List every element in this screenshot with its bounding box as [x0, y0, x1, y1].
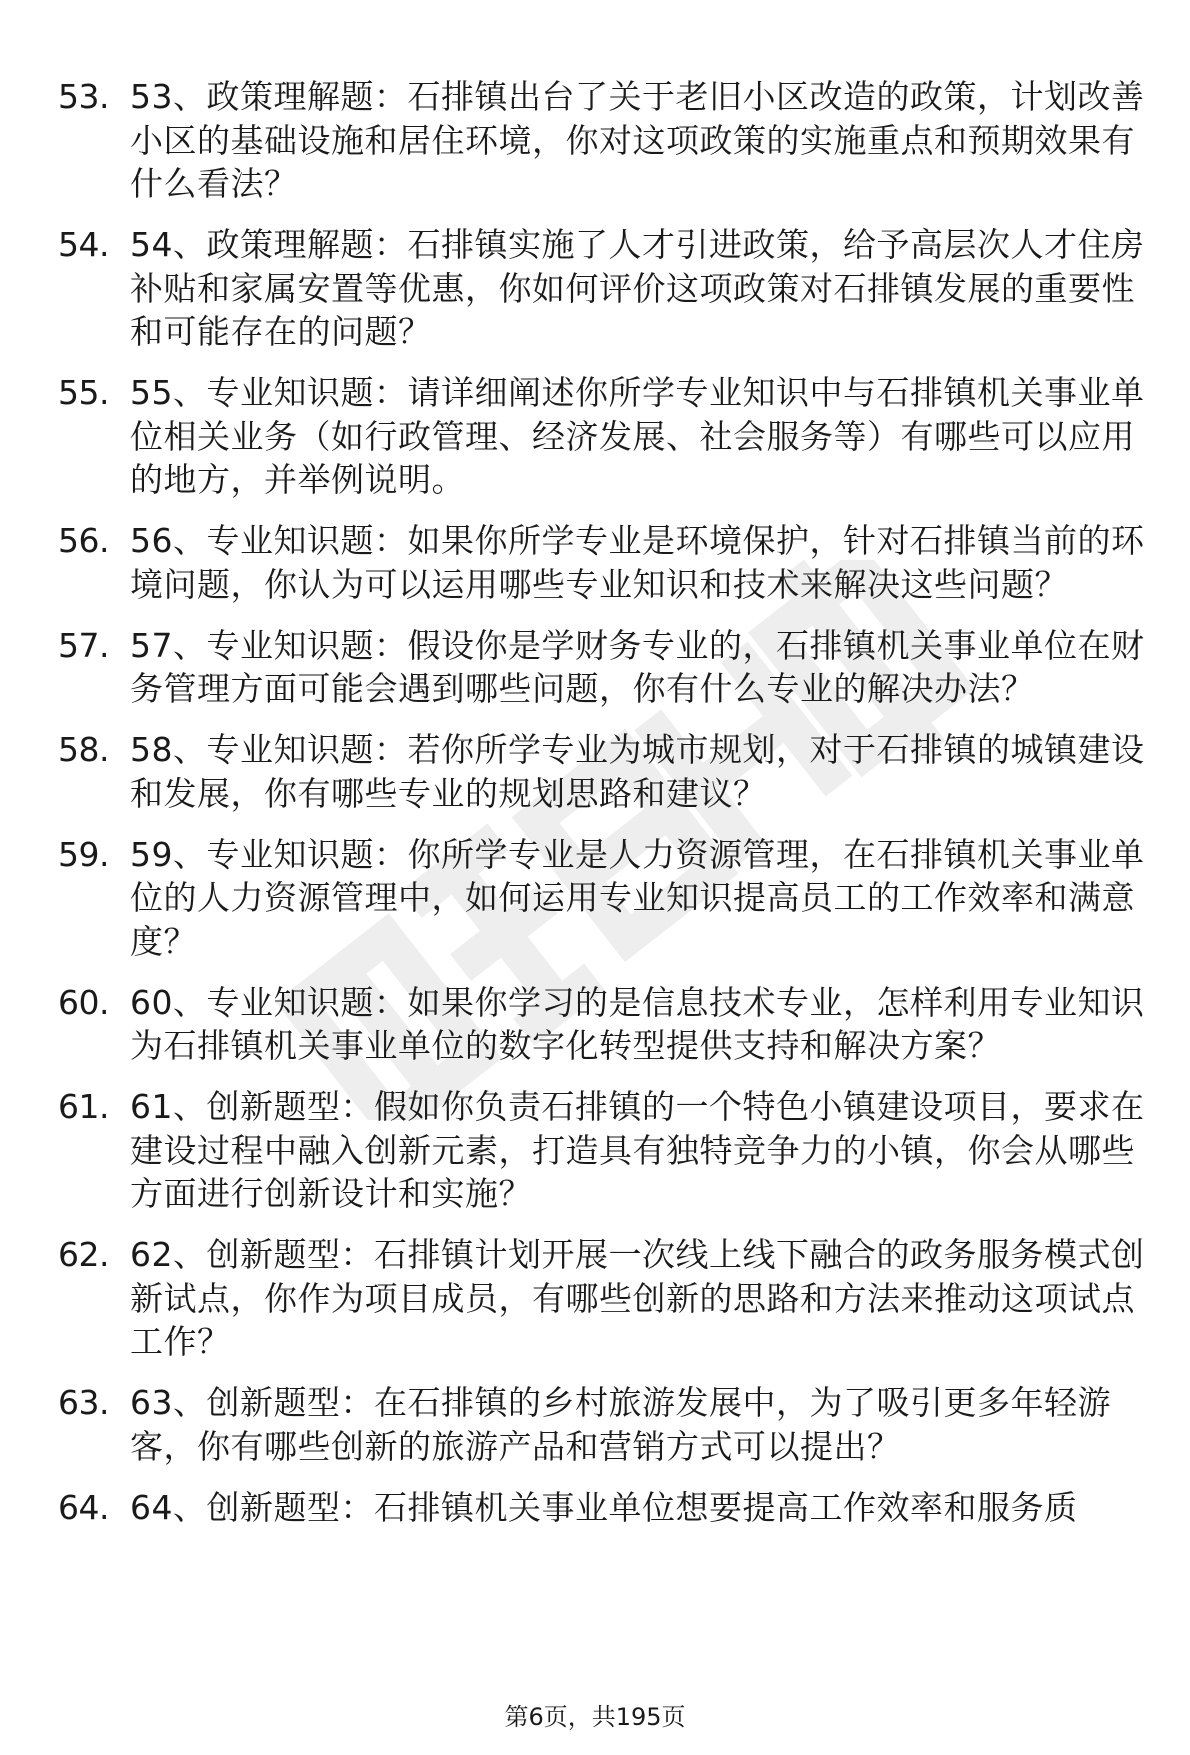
- page-footer: [0, 1702, 1190, 1732]
- list-item: [58, 1381, 1158, 1468]
- list-number: 56.: [58, 521, 109, 560]
- question-text: 63、创新题型：在石排镇的乡村旅游发展中，为了吸引更多年轻游客，你有哪些创新的旅游产品和营销方式可以提出？: [130, 1383, 1111, 1466]
- question-text: 64、创新题型：石排镇机关事业单位想要提高工作效率和服务质: [130, 1487, 1078, 1527]
- list-number: 64.: [58, 1487, 109, 1527]
- list-number: 59.: [58, 834, 109, 874]
- question-text: 57、专业知识题：假设你是学财务专业的，石排镇机关事业单位在财务管理方面可能会遇到哪些问题，你有什么专业的解决办法？: [130, 625, 1145, 708]
- list-number: 58.: [58, 730, 109, 769]
- list-item: [58, 519, 1158, 606]
- question-text: 54、政策理解题：石排镇实施了人才引进政策，给予高层次人才住房补贴和家属安置等优惠，你如何评价这项政策对石排镇发展的重要性和可能存在的问题？: [130, 225, 1145, 351]
- list-number: 54.: [58, 225, 109, 264]
- list-number: 61.: [58, 1087, 109, 1126]
- list-item: [58, 1233, 1158, 1364]
- question-text: 62、创新题型：石排镇计划开展一次线上线下融合的政务服务模式创新试点，你作为项目成员，有哪些创新的思路和方法来推动这项试点工作？: [130, 1235, 1145, 1361]
- list-number: 60.: [58, 982, 109, 1022]
- question-text: 55、专业知识题：请详细阐述你所学专业知识中与石排镇机关事业单位相关业务（如行政管理、经济发展、社会服务等）有哪些可以应用的地方，并举例说明。: [130, 373, 1145, 499]
- list-item: [58, 371, 1158, 502]
- list-number: 62.: [58, 1235, 109, 1274]
- question-text: 61、创新题型：假如你负责石排镇的一个特色小镇建设项目，要求在建设过程中融入创新元素，打造具有独特竞争力的小镇，你会从哪些方面进行创新设计和实施？: [130, 1087, 1145, 1213]
- list-item: [58, 1486, 1158, 1530]
- question-text: 56、专业知识题：如果你所学专业是环境保护，针对石排镇当前的环境问题，你认为可以运用哪些专业知识和技术来解决这些问题？: [130, 521, 1145, 604]
- list-item: [58, 833, 1158, 964]
- list-item: [58, 728, 1158, 815]
- page-number-label: 第6页，共195页: [504, 1703, 686, 1731]
- list-item: [58, 223, 1158, 354]
- list-number: 63.: [58, 1383, 109, 1422]
- question-text: 59、专业知识题：你所学专业是人力资源管理，在石排镇机关事业单位的人力资源管理中，如何运用专业知识提高员工的工作效率和满意度？: [130, 834, 1145, 961]
- list-item: [58, 1085, 1158, 1216]
- question-list: [58, 75, 1158, 1547]
- question-text: 58、专业知识题：若你所学专业为城市规划，对于石排镇的城镇建设和发展，你有哪些专业的规划思路和建议？: [130, 730, 1145, 813]
- list-number: 53.: [58, 77, 109, 116]
- list-number: 55.: [58, 373, 109, 412]
- list-item: [58, 75, 1158, 206]
- list-item: [58, 981, 1158, 1068]
- list-number: 57.: [58, 625, 109, 665]
- question-text: 60、专业知识题：如果你学习的是信息技术专业，怎样利用专业知识为石排镇机关事业单位的数字化转型提供支持和解决方案？: [130, 982, 1145, 1065]
- list-item: [58, 624, 1158, 711]
- question-text: 53、政策理解题：石排镇出台了关于老旧小区改造的政策，计划改善小区的基础设施和居住环境，你对这项政策的实施重点和预期效果有什么看法？: [130, 77, 1145, 203]
